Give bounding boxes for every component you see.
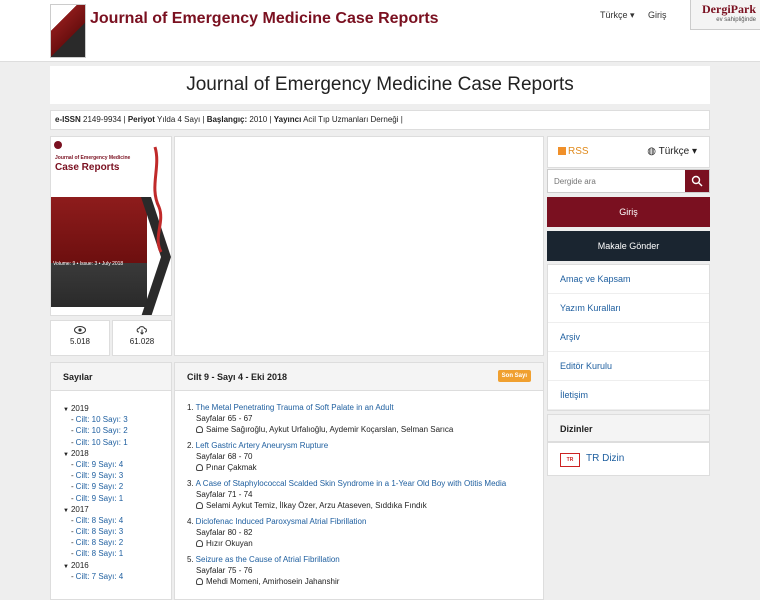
caret-down-icon: ▼	[63, 407, 69, 413]
menu-item-archive[interactable]: Arşiv	[548, 323, 709, 352]
caret-down-icon: ▼	[63, 563, 69, 570]
cover-volume: Volume: 9 • Issue: 3 • July 2018	[53, 261, 124, 267]
caret-down-icon: ▼	[63, 507, 69, 514]
article-title-link[interactable]: The Metal Penetrating Trauma of Soft Palate in an Adult	[195, 403, 394, 412]
language-selector[interactable]	[647, 146, 697, 157]
issue-link[interactable]: - Cilt: 9 Sayı: 3	[71, 471, 124, 481]
article-item: 1. The Metal Penetrating Trauma of Soft Palate in an Adult Sayfalar 65 - 67 Saime Sağıroğlu, Aykut Urfalıoğlu, Aydemir Koçarslan, Selman Sarıca	[187, 402, 543, 435]
login-button[interactable]: Giriş	[547, 197, 710, 227]
issue-link[interactable]: - Cilt: 8 Sayı: 1	[71, 549, 124, 559]
journal-banner-area	[174, 136, 544, 356]
issue-link[interactable]: - Cilt: 8 Sayı: 3	[71, 527, 124, 537]
issue-link[interactable]: - Cilt: 9 Sayı: 1	[71, 493, 124, 503]
tr-dizin-link[interactable]: TR Dizin	[586, 453, 625, 464]
year-toggle-2016[interactable]: ▼ 2016	[63, 560, 171, 571]
cover-arrow-graphic	[147, 137, 172, 316]
journal-search	[547, 169, 710, 193]
indexes-box	[547, 442, 710, 476]
article-item: 4. Diclofenac Induced Paroxysmal Atrial Fibrillation Sayfalar 80 - 82 Hızır Okuyan	[187, 516, 543, 549]
language-menu[interactable]	[600, 10, 635, 21]
indexes-heading: Dizinler	[547, 414, 710, 442]
start-value: 2010	[249, 115, 268, 124]
user-icon	[196, 540, 203, 547]
article-authors: Hızır Okuyan	[187, 538, 543, 549]
year-toggle-2017[interactable]: ▼ 2017	[63, 504, 171, 515]
search-button[interactable]	[685, 170, 709, 192]
downloads-count: 61.028	[129, 337, 155, 346]
rss-icon	[558, 147, 566, 155]
menu-item-contact[interactable]: İletişim	[548, 381, 709, 410]
cloud-download-icon	[136, 325, 148, 335]
article-title-link[interactable]: Diclofenac Induced Paroxysmal Atrial Fibrillation	[195, 517, 367, 526]
views-count: 5.018	[69, 337, 91, 346]
article-title-link[interactable]: A Case of Staphylococcal Scalded Skin Syndrome in a 1-Year Old Boy with Otitis Media	[195, 479, 507, 488]
user-icon	[196, 578, 203, 585]
rss-link[interactable]	[558, 146, 589, 157]
journal-menu	[547, 264, 710, 411]
caret-down-icon: ▾	[691, 146, 697, 157]
current-issue-title: Cilt 9 - Sayı 4 - Eki 2018 Son Sayı	[175, 363, 543, 391]
globe-icon: ◍	[647, 146, 657, 157]
article-pages: Sayfalar 65 - 67	[196, 414, 253, 423]
dergipark-tagline: ev sahipliğinde	[716, 17, 756, 23]
dergipark-name: DergiPark	[702, 2, 756, 16]
current-issue-panel	[174, 362, 544, 600]
rss-language-box	[547, 136, 710, 168]
article-authors: Selami Aykut Temiz, İlkay Özer, Arzu Ataseven, Sıddıka Fındık	[187, 500, 543, 511]
journal-info-bar: e-ISSN 2149-9934 | Periyot Yılda 4 Sayı | Başlangıç: 2010 | Yayıncı Acil Tıp Uzmanları Derneği |	[50, 110, 710, 130]
article-item: 5. Seizure as the Cause of Atrial Fibrillation Sayfalar 75 - 76 Mehdi Momeni, Amirhosein Jahanshir	[187, 554, 543, 587]
article-authors: Saime Sağıroğlu, Aykut Urfalıoğlu, Aydemir Koçarslan, Selman Sarıca	[187, 424, 543, 435]
cover-society-logo	[54, 141, 62, 149]
eye-icon	[74, 325, 86, 335]
issue-link[interactable]: - Cilt: 10 Sayı: 1	[71, 437, 128, 447]
article-pages: Sayfalar 80 - 82	[196, 528, 253, 537]
article-pages: Sayfalar 68 - 70	[196, 452, 253, 461]
issue-link[interactable]: - Cilt: 10 Sayı: 2	[71, 426, 128, 436]
article-authors: Pınar Çakmak	[187, 462, 543, 473]
user-icon	[196, 426, 203, 433]
article-pages: Sayfalar 71 - 74	[196, 490, 253, 499]
views-stat	[50, 320, 110, 356]
language-label: Türkçe	[600, 10, 628, 20]
menu-item-author-guidelines[interactable]: Yazım Kuralları	[548, 294, 709, 323]
cover-title: Case Reports	[55, 162, 120, 173]
dergipark-logo[interactable]	[690, 0, 760, 30]
user-icon	[196, 502, 203, 509]
eissn-label: e-ISSN	[55, 115, 81, 124]
navbar-journal-title[interactable]: Journal of Emergency Medicine Case Reports	[90, 10, 439, 27]
start-label: Başlangıç:	[206, 115, 248, 124]
publisher-value: Acil Tıp Uzmanları Derneği	[303, 115, 399, 124]
issue-link[interactable]: - Cilt: 7 Sayı: 4	[71, 571, 124, 581]
language-selector-label: Türkçe	[658, 146, 690, 157]
submit-article-button[interactable]: Makale Gönder	[547, 231, 710, 261]
caret-down-icon: ▼	[63, 451, 69, 458]
issues-heading: Sayılar	[51, 363, 171, 391]
year-toggle-2019[interactable]: ▼ 2019	[63, 403, 171, 414]
article-item: 2. Left Gastric Artery Aneurysm Rupture Sayfalar 68 - 70 Pınar Çakmak	[187, 440, 543, 473]
downloads-stat	[112, 320, 172, 356]
article-title-link[interactable]: Seizure as the Cause of Atrial Fibrillation	[195, 555, 340, 564]
menu-item-editorial-board[interactable]: Editör Kurulu	[548, 352, 709, 381]
journal-logo[interactable]	[50, 4, 86, 58]
latest-issue-badge: Son Sayı	[498, 370, 531, 382]
issues-panel	[50, 362, 172, 600]
article-authors: Mehdi Momeni, Amirhosein Jahanshir	[187, 576, 543, 587]
top-navbar	[0, 0, 760, 62]
issue-link[interactable]: - Cilt: 10 Sayı: 3	[71, 415, 128, 425]
search-icon	[691, 175, 703, 187]
issue-link[interactable]: - Cilt: 8 Sayı: 4	[71, 515, 124, 525]
login-link[interactable]: Giriş	[648, 10, 667, 20]
page-title: Journal of Emergency Medicine Case Reports	[50, 66, 710, 104]
eissn-value: 2149-9934	[83, 115, 122, 124]
publisher-label: Yayıncı	[273, 115, 302, 124]
year-toggle-2018[interactable]: ▼ 2018	[63, 448, 171, 459]
issue-link[interactable]: - Cilt: 9 Sayı: 4	[71, 459, 124, 469]
caret-down-icon: ▾	[630, 10, 635, 20]
period-label: Periyot	[127, 115, 155, 124]
rss-label: RSS	[568, 146, 589, 157]
journal-cover-image[interactable]	[50, 136, 172, 316]
tr-dizin-logo-icon: TR	[560, 453, 580, 467]
article-item: 3. A Case of Staphylococcal Scalded Skin Syndrome in a 1-Year Old Boy with Otitis Media Sayfalar 71 - 74 Selami Aykut Temiz, İlkay Özer, Arzu Ataseven, Sıddıka Fındık	[187, 478, 543, 511]
menu-item-aims-scope[interactable]: Amaç ve Kapsam	[548, 265, 709, 294]
period-value: Yılda 4 Sayı	[157, 115, 201, 124]
issue-link[interactable]: - Cilt: 9 Sayı: 2	[71, 482, 124, 492]
user-icon	[196, 464, 203, 471]
article-list	[175, 391, 543, 587]
cover-journal-name: Journal of Emergency Medicine	[55, 155, 131, 161]
article-pages: Sayfalar 75 - 76	[196, 566, 253, 575]
issues-list	[51, 391, 171, 582]
search-input[interactable]	[548, 170, 686, 192]
issue-link[interactable]: - Cilt: 8 Sayı: 2	[71, 538, 124, 548]
article-title-link[interactable]: Left Gastric Artery Aneurysm Rupture	[195, 441, 329, 450]
